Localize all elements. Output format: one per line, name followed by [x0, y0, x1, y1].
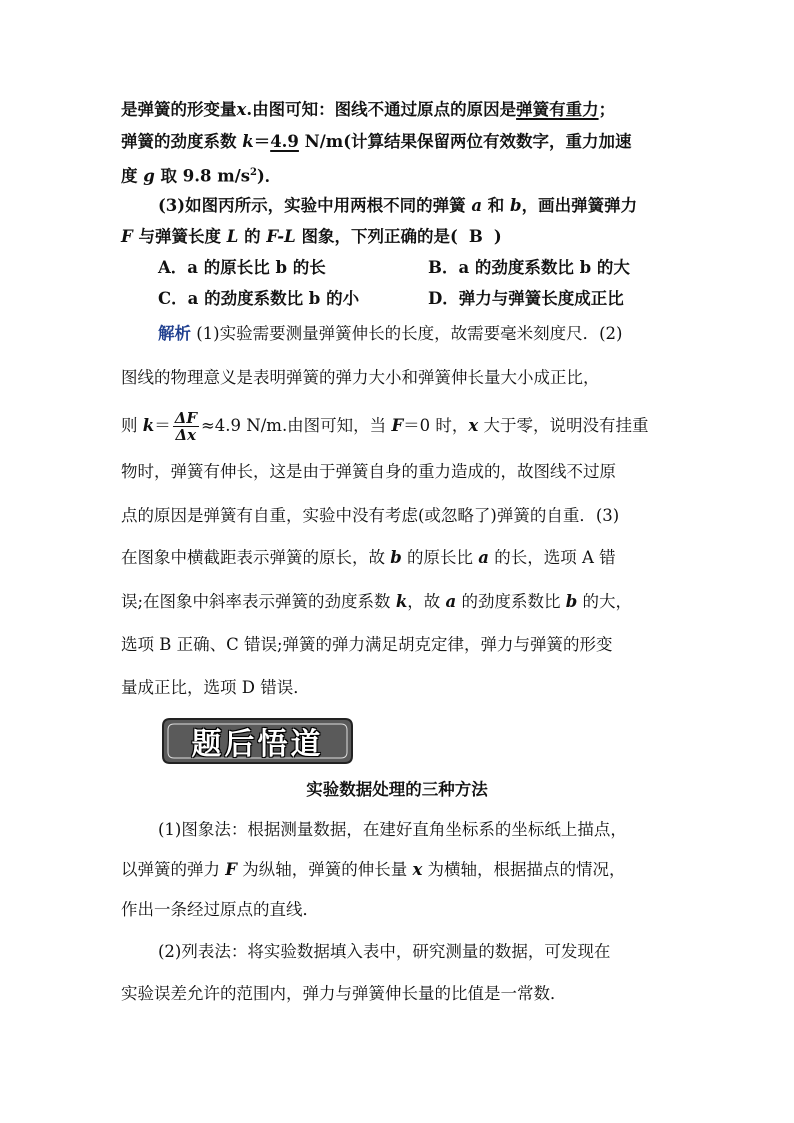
question-line-2: 弹簧的劲度系数 k＝4.9 N/m(计算结果保留两位有效数字，重力加速 [121, 132, 632, 151]
analysis-line-2: 图线的物理意义是表明弹簧的弹力大小和弹簧伸长量大小成正比， [121, 368, 600, 387]
method-1-line-3: 作出一条经过原点的直线． [121, 900, 319, 919]
method-1-line-2: 以弹簧的弹力 F 为纵轴，弹簧的伸长量 x 为横轴，根据描点的情况， [121, 860, 626, 879]
option-c: C．a 的劲度系数比 b 的小 [158, 289, 360, 308]
section-subtitle: 实验数据处理的三种方法 [306, 780, 488, 799]
method-2-line-1: (2)列表法：将实验数据填入表中，研究测量的数据，可发现在 [158, 942, 611, 961]
answer-gravity: 弹簧有重力 [516, 100, 599, 119]
option-d: D．弹力与弹簧长度成正比 [428, 289, 624, 308]
method-2-line-2: 实验误差允许的范围内，弹力与弹簧伸长量的比值是一常数． [121, 984, 567, 1003]
question-line-4: (3)如图丙所示，实验中用两根不同的弹簧 a 和 b，画出弹簧弹力 [158, 196, 638, 215]
answer-k: 4.9 [270, 132, 299, 151]
analysis-line-3: 则 k＝ $\frac{\Delta F}{\Delta x}$ ≈4.9 N/m.由图可知，当 F＝0 时，x 大于零，说明没有挂重 [121, 409, 649, 444]
analysis-line-5: 点的原因是弹簧有自重，实验中没有考虑(或忽略了)弹簧的自重．(3) [121, 506, 620, 525]
question-line-5: F 与弹簧长度 L 的 F-L 图象，下列正确的是( B ) [121, 225, 681, 249]
answer-choice: B [468, 227, 483, 246]
analysis-line-6: 在图象中横截距表示弹簧的原长，故 b 的原长比 a 的长，选项 A 错 [121, 548, 616, 567]
option-a: A．a 的原长比 b 的长 [158, 258, 326, 277]
question-line-3: 度 g 取 9.8 $m/s^2$)． [121, 166, 282, 186]
banner-title: 题后悟道 [191, 727, 324, 762]
analysis-line-8: 选项 B 正确、C 错误;弹簧的弹力满足胡克定律，弹力与弹簧的形变 [121, 635, 613, 654]
analysis-line-4: 物时，弹簧有伸长，这是由于弹簧自身的重力造成的，故图线不过原 [121, 462, 616, 481]
option-b: B．a 的劲度系数比 b 的大 [428, 258, 630, 277]
analysis-line-1: 解析 (1)实验需要测量弹簧伸长的长度，故需要毫米刻度尺．(2) [158, 324, 623, 343]
analysis-label: 解析 [158, 324, 191, 343]
analysis-line-7: 误;在图象中斜率表示弹簧的劲度系数 k，故 a 的劲度系数比 b 的大， [121, 592, 632, 611]
question-line-1: 是弹簧的形变量x.由图可知：图线不通过原点的原因是弹簧有重力； [121, 100, 616, 119]
method-1-line-1: (1)图象法：根据测量数据，在建好直角坐标系的坐标纸上描点， [158, 820, 627, 839]
analysis-line-9: 量成正比，选项 D 错误． [121, 678, 310, 697]
fraction-delta-f-over-delta-x: $\frac{\Delta F}{\Delta x}$ [174, 409, 197, 444]
